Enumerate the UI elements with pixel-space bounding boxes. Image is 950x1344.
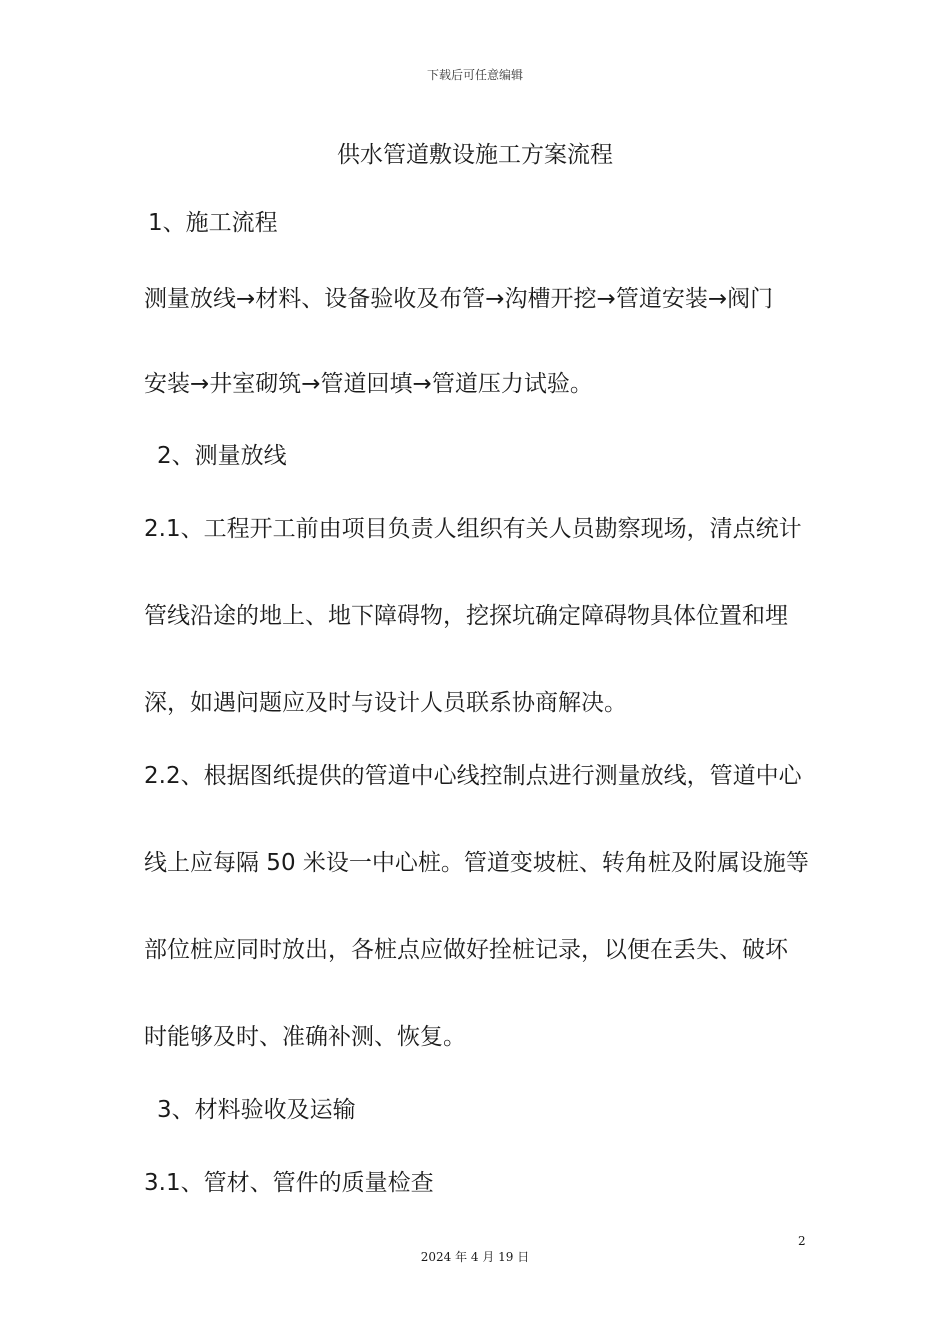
section-heading-3: 3、材料验收及运输 [157,1097,356,1123]
footer-date: 2024 年 4 月 19 日 [420,1250,530,1264]
paragraph-line: 安装→井室砌筑→管道回填→管道压力试验。 [144,371,593,397]
page-number: 2 [798,1234,806,1248]
header-note: 下载后可任意编辑 [426,68,523,82]
paragraph-line: 深，如遇问题应及时与设计人员联系协商解决。 [144,690,627,716]
section-heading-2: 2、测量放线 [157,443,287,469]
document-title: 供水管道敷设施工方案流程 [337,142,613,168]
paragraph-line: 管线沿途的地上、地下障碍物，挖探坑确定障碍物具体位置和埋 [144,603,788,629]
paragraph-line: 部位桩应同时放出，各桩点应做好拴桩记录，以便在丢失、破坏 [144,937,788,963]
section-heading-1: 1、施工流程 [148,210,278,236]
paragraph-line: 3.1、管材、管件的质量检查 [144,1170,434,1196]
paragraph-line: 2.1、工程开工前由项目负责人组织有关人员勘察现场，清点统计 [144,516,802,542]
paragraph-line: 测量放线→材料、设备验收及布管→沟槽开挖→管道安装→阀门 [144,286,774,312]
paragraph-line: 2.2、根据图纸提供的管道中心线控制点进行测量放线，管道中心 [144,763,802,789]
paragraph-line: 线上应每隔 50 米设一中心桩。管道变坡桩、转角桩及附属设施等 [144,850,809,876]
paragraph-line: 时能够及时、准确补测、恢复。 [144,1024,466,1050]
